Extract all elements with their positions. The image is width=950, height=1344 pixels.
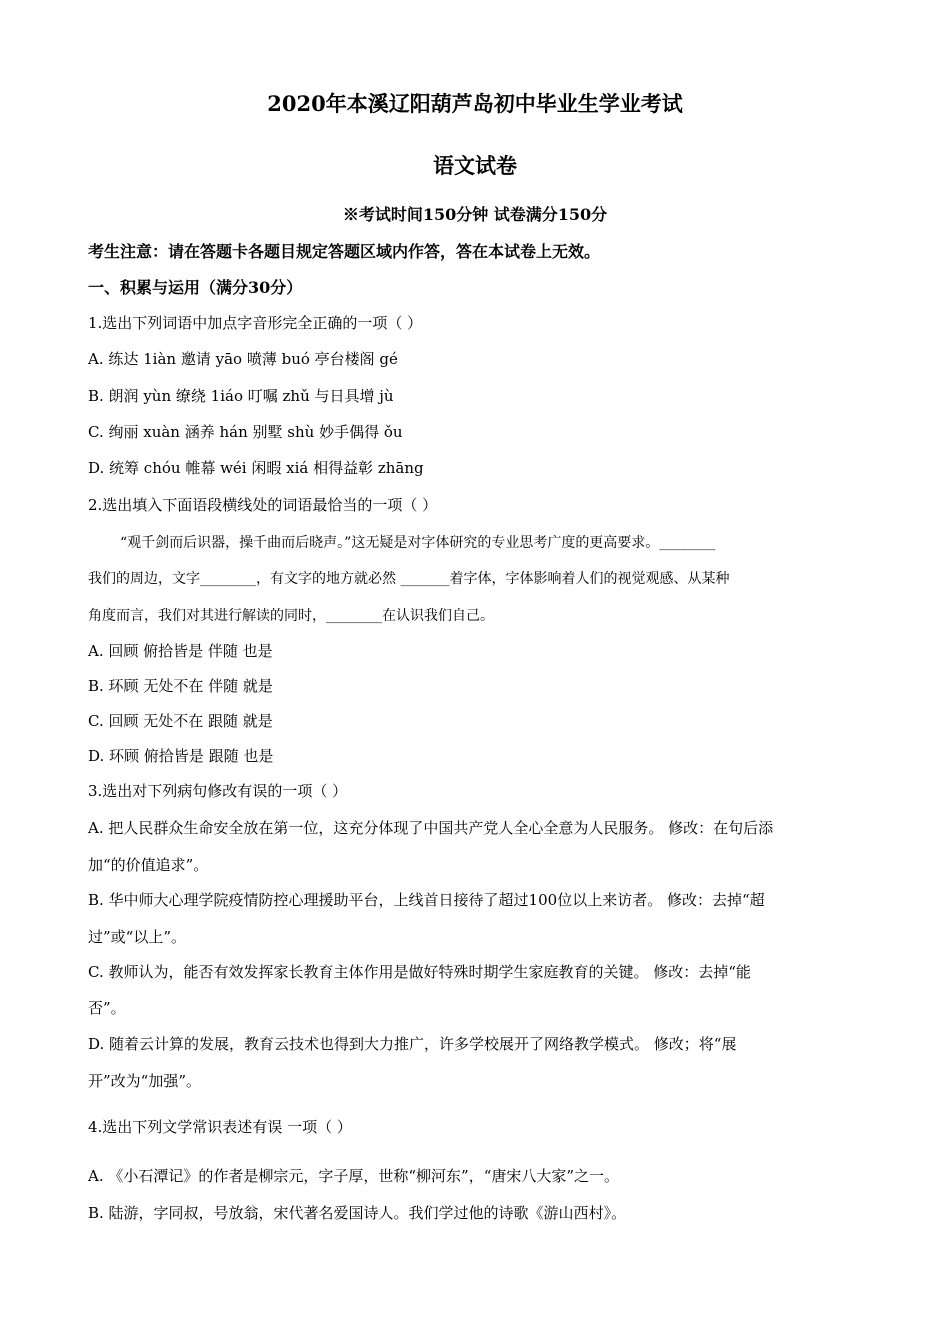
question-2-option-b: B. 环顾 无处不在 伴随 就是 <box>88 677 273 695</box>
question-3-line-4: 过”或“以上”。 <box>88 928 187 946</box>
exam-info: ※考试时间150分钟 试卷满分150分 <box>342 205 608 224</box>
question-1-option-d: D. 统筹 chóu 帷幕 wéi 闲暇 xiá 相得益彰 zhāng <box>88 459 424 477</box>
exam-title: 2020年本溪辽阳葫芦岛初中毕业生学业考试 <box>267 91 683 116</box>
candidate-notice: 考生注意：请在答题卡各题目规定答题区域内作答，答在本试卷上无效。 <box>88 242 601 261</box>
question-4-line-a: A. 《小石潭记》的作者是柳宗元，字子厚，世称“柳河东”，“唐宋八大家”之一。 <box>88 1167 620 1185</box>
question-1-stem: 1.选出下列词语中加点字音形完全正确的一项（ ） <box>88 314 423 332</box>
section-heading: 一、积累与运用（满分30分） <box>88 278 303 297</box>
question-1-option-c: C. 绚丽 xuàn 涵养 hán 别墅 shù 妙手偶得 ǒu <box>88 423 403 441</box>
paper-subtitle: 语文试卷 <box>433 153 517 178</box>
question-2-option-d: D. 环顾 俯拾皆是 跟随 也是 <box>88 747 274 765</box>
question-3-stem: 3.选出对下列病句修改有误的一项（ ） <box>88 782 348 800</box>
question-3-line-2: 加“的价值追求”。 <box>88 856 209 874</box>
question-3-line-7: D. 随着云计算的发展，教育云技术也得到大力推广，许多学校展开了网络教学模式。 修改；将“展 <box>88 1035 737 1053</box>
question-4-stem: 4.选出下列文学常识表述有误 一项（ ） <box>88 1118 352 1136</box>
question-2-option-a: A. 回顾 俯拾皆是 伴随 也是 <box>88 642 273 660</box>
question-3-line-5: C. 教师认为，能否有效发挥家长教育主体作用是做好特殊时期学生家庭教育的关键。 修改：去掉“能 <box>88 963 751 981</box>
question-1-option-b: B. 朗润 yùn 缭绕 1iáo 叮嘱 zhǔ 与日具增 jù <box>88 387 394 405</box>
question-2-option-c: C. 回顾 无处不在 跟随 就是 <box>88 712 273 730</box>
question-2-stem: 2.选出填入下面语段横线处的词语最恰当的一项（ ） <box>88 496 438 514</box>
question-1-option-a: A. 练达 1iàn 邀请 yāo 喷薄 buó 亭台楼阁 gé <box>88 350 398 368</box>
question-3-line-6: 否”。 <box>88 999 126 1017</box>
question-4-line-b: B. 陆游，字同叔，号放翁，宋代著名爱国诗人。我们学过他的诗歌《游山西村》。 <box>88 1204 627 1222</box>
question-2-passage-line-1: “观千剑而后识器，操千曲而后晓声。”这无疑是对字体研究的专业思考广度的更高要求。________ <box>120 535 716 551</box>
question-3-line-8: 开”改为“加强”。 <box>88 1072 202 1090</box>
question-2-passage-line-3: 角度而言，我们对其进行解读的同时，________在认识我们自己。 <box>88 608 494 624</box>
question-2-passage-line-2: 我们的周边，文字________，有文字的地方就必然 _______着字体，字体影响着人们的视觉观感、从某种 <box>88 571 730 587</box>
question-3-line-3: B. 华中师大心理学院疫情防控心理援助平台，上线首日接待了超过100位以上来访者。 修改：去掉“超 <box>88 891 765 909</box>
question-3-line-1: A. 把人民群众生命安全放在第一位，这充分体现了中国共产党人全心全意为人民服务。 修改：在句后添 <box>88 819 774 837</box>
